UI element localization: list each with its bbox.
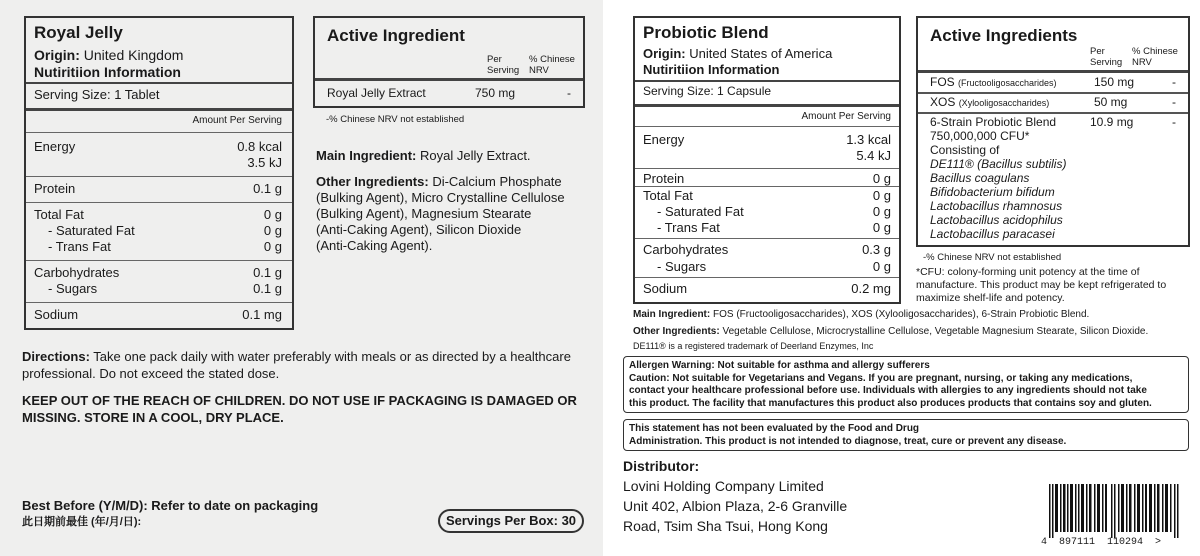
carb-values: 0.3 g 0 g: [862, 242, 891, 274]
probiotic-blend-nrv: -: [1172, 115, 1176, 129]
xos-ingredient: XOS (Xylooligosaccharides): [930, 95, 1050, 109]
energy-values: 0.8 kcal 3.5 kJ: [237, 139, 282, 170]
origin-line: Origin: United States of America: [643, 46, 833, 61]
royal-jelly-active-ingredient-box: [313, 16, 585, 108]
serving-size: Serving Size: 1 Tablet: [34, 87, 160, 102]
barcode-graphic: [1041, 484, 1193, 538]
origin-line: Origin: United Kingdom: [34, 47, 184, 63]
carb-values: 0.1 g 0.1 g: [253, 265, 282, 296]
xos-nrv: -: [1172, 95, 1176, 109]
serving-size: Serving Size: 1 Capsule: [643, 84, 772, 98]
per-serving-header: Per Serving: [487, 54, 520, 76]
probiotic-blend-ingredient: 6-Strain Probiotic Blend 750,000,000 CFU* Consisting of DE111® (Bacillus subtilis) Bacillus coagulans Bifidobacterium bifidum Lactobacillus rhamnosus Lactobacillus acidophilus Lactobacillus paracasei: [930, 115, 1067, 241]
nutrition-info-heading: Nutiritiion Information: [34, 64, 181, 80]
carb-labels: Carbohydrates - Sugars: [34, 265, 120, 296]
protein-label: Protein: [643, 171, 685, 186]
nrv-footnote: -% Chinese NRV not established: [923, 252, 1062, 263]
amount-per-serving-header: Amount Per Serving: [801, 111, 891, 122]
safety-warning: KEEP OUT OF THE REACH OF CHILDREN. DO NOT USE IF PACKAGING IS DAMAGED OR MISSING. STORE IN A COOL, DRY PLACE.: [22, 393, 577, 425]
sodium-label: Sodium: [643, 281, 688, 296]
servings-per-box-badge: Servings Per Box: 30: [438, 509, 584, 533]
royal-jelly-nutrition-box: [24, 16, 294, 330]
product-title: Probiotic Blend: [643, 23, 769, 42]
protein-value: 0.1 g: [253, 181, 282, 196]
fda-statement-box: This statement has not been evaluated by the Food and Drug Administration. This product is not intended to diagnose, treat, cure or prevent any disease.: [623, 419, 1189, 451]
distributor: Distributor: Lovini Holding Company Limited Unit 402, Albion Plaza, 2-6 Granville Road, Tsim Sha Tsui, Hong Kong: [623, 458, 848, 534]
probiotic-label-panel: [603, 0, 1200, 556]
ingredient-name: Royal Jelly Extract: [327, 86, 426, 100]
fat-values: 0 g 0 g 0 g: [263, 207, 282, 254]
nutrition-info-heading: Nutiritiion Information: [643, 62, 780, 77]
per-serving-header: Per Serving: [1090, 46, 1123, 68]
energy-label: Energy: [643, 132, 685, 147]
fat-labels: Total Fat - Saturated Fat - Trans Fat: [643, 188, 744, 235]
other-ingredients: Other Ingredients: Di-Calcium Phosphate (Bulking Agent), Micro Crystalline Cellulose (Bulking Agent), Magnesium Stearate (Anti-Caking Agent), Silicon Dioxide (Anti-Caking Agent).: [316, 174, 565, 253]
fat-values: 0 g 0 g 0 g: [872, 188, 891, 235]
probiotic-nutrition-box: [633, 16, 901, 304]
protein-label: Protein: [34, 181, 76, 196]
ingredient-amount: 750 mg: [475, 86, 516, 100]
barcode: [1041, 484, 1193, 550]
best-before: Best Before (Y/M/D): Refer to date on packaging 此日期前最佳 (年/月/日):: [22, 498, 319, 528]
fos-ingredient: FOS (Fructooligosaccharides): [930, 75, 1057, 89]
product-title: Royal Jelly: [34, 23, 123, 42]
sodium-value: 0.2 mg: [851, 281, 891, 296]
energy-label: Energy: [34, 139, 76, 154]
ingredient-nrv: -: [567, 86, 571, 100]
sodium-value: 0.1 mg: [242, 307, 282, 322]
fos-nrv: -: [1172, 75, 1176, 89]
cfu-note: *CFU: colony-forming unit potency at the time of manufacture. This product may be kept refrigerated to maximize shelf-life and potency.: [916, 266, 1167, 304]
directions: Directions: Take one pack daily with water preferably with meals or as directed by a healthcare professional. Do not exceed the stated dose.: [22, 349, 571, 381]
amount-per-serving-header: Amount Per Serving: [192, 115, 282, 126]
nrv-footnote: -% Chinese NRV not established: [326, 114, 465, 125]
sodium-label: Sodium: [34, 307, 79, 322]
nrv-header: % Chinese NRV: [1132, 46, 1178, 68]
fos-amount: 150 mg: [1094, 75, 1135, 89]
probiotic-active-ingredients-box: [916, 16, 1190, 247]
allergen-warning-box: Allergen Warning: Not suitable for asthma and allergy sufferers Caution: Not suitable for Vegetarians and Vegans. If you are pregnant, nursing, or taking any medications, contact your healthcare professional before use. Individuals with allergies to any ingredients should not take this product. The facility that manufactures this product also produces products that contains soy and gluten.: [623, 356, 1189, 413]
nrv-header: % Chinese NRV: [529, 54, 575, 76]
energy-values: 1.3 kcal 5.4 kJ: [846, 132, 891, 163]
active-ingredients-title: Active Ingredients: [930, 26, 1078, 45]
barcode-number: 4 897111 110294 >: [1041, 537, 1162, 548]
carb-labels: Carbohydrates - Sugars: [643, 242, 729, 274]
probiotic-blend-amount: 10.9 mg: [1090, 115, 1134, 129]
protein-value: 0 g: [872, 171, 891, 186]
xos-amount: 50 mg: [1094, 95, 1128, 109]
fat-labels: Total Fat - Saturated Fat - Trans Fat: [34, 207, 135, 254]
active-ingredient-title: Active Ingredient: [327, 26, 465, 45]
ingredients-section: Main Ingredient: FOS (Fructooligosaccharides), XOS (Xylooligosaccharides), 6-Strain Probiotic Blend. Other Ingredients: Vegetable Cellulose, Microcrystalline Cellulose, Vegetable Magnesium Stearate, Silicon Dioxide. DE111® is a registered trademark of Deerland Enzymes, Inc: [633, 309, 1149, 351]
main-ingredient: Main Ingredient: Royal Jelly Extract.: [316, 148, 531, 163]
